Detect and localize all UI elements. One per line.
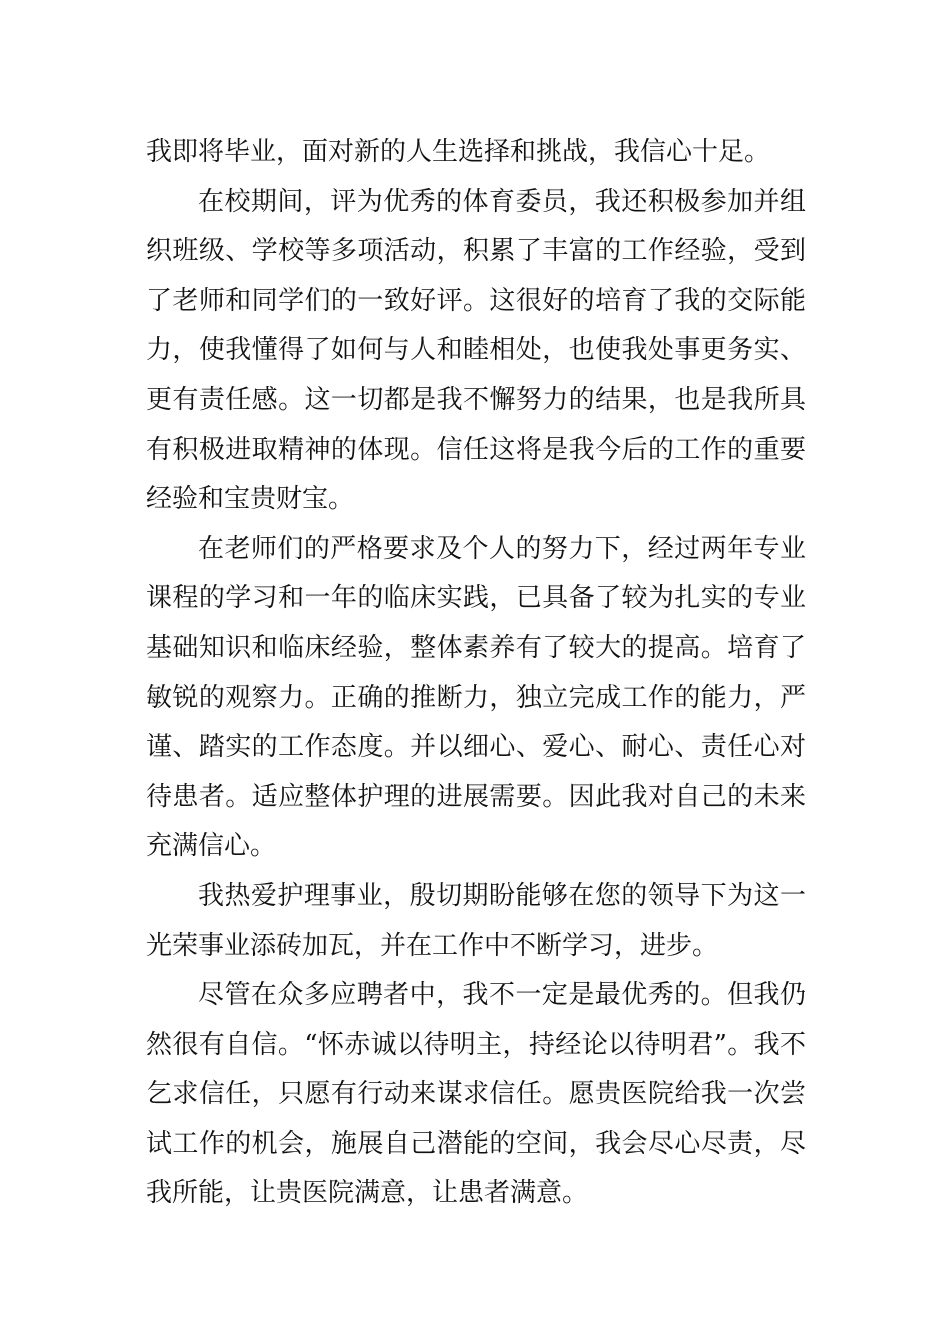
document-body <box>146 128 806 1219</box>
paragraph-5: 尽管在众多应聘者中，我不一定是最优秀的。但我仍然很有自信。“怀赤诚以待明主，持经论以待明君”。我不乞求信任，只愿有行动来谋求信任。愿贵医院给我一次尝试工作的机会，施展自己潜能的空间，我会尽心尽责，尽我所能，让贵医院满意，让患者满意。 <box>146 980 806 1209</box>
paragraph-2: 在校期间，评为优秀的体育委员，我还积极参加并组织班级、学校等多项活动，积累了丰富的工作经验，受到了老师和同学们的一致好评。这很好的培育了我的交际能力，使我懂得了如何与人和睦相处，也使我处事更务实、更有责任感。这一切都是我不懈努力的结果，也是我所具有积极进取精神的体现。信任这将是我今后的工作的重要经验和宝贵财宝。 <box>146 186 806 515</box>
paragraph-1: 我即将毕业，面对新的人生选择和挑战，我信心十足。 <box>146 137 771 167</box>
paragraph-3: 在老师们的严格要求及个人的努力下，经过两年专业课程的学习和一年的临床实践，已具备了较为扎实的专业基础知识和临床经验，整体素养有了较大的提高。培育了敏锐的观察力。正确的推断力，独立完成工作的能力，严谨、踏实的工作态度。并以细心、爱心、耐心、责任心对待患者。适应整体护理的进展需要。因此我对自己的未来充满信心。 <box>146 533 806 862</box>
paragraph-4: 我热爱护理事业，殷切期盼能够在您的领导下为这一光荣事业添砖加瓦，并在工作中不断学习，进步。 <box>146 880 806 961</box>
